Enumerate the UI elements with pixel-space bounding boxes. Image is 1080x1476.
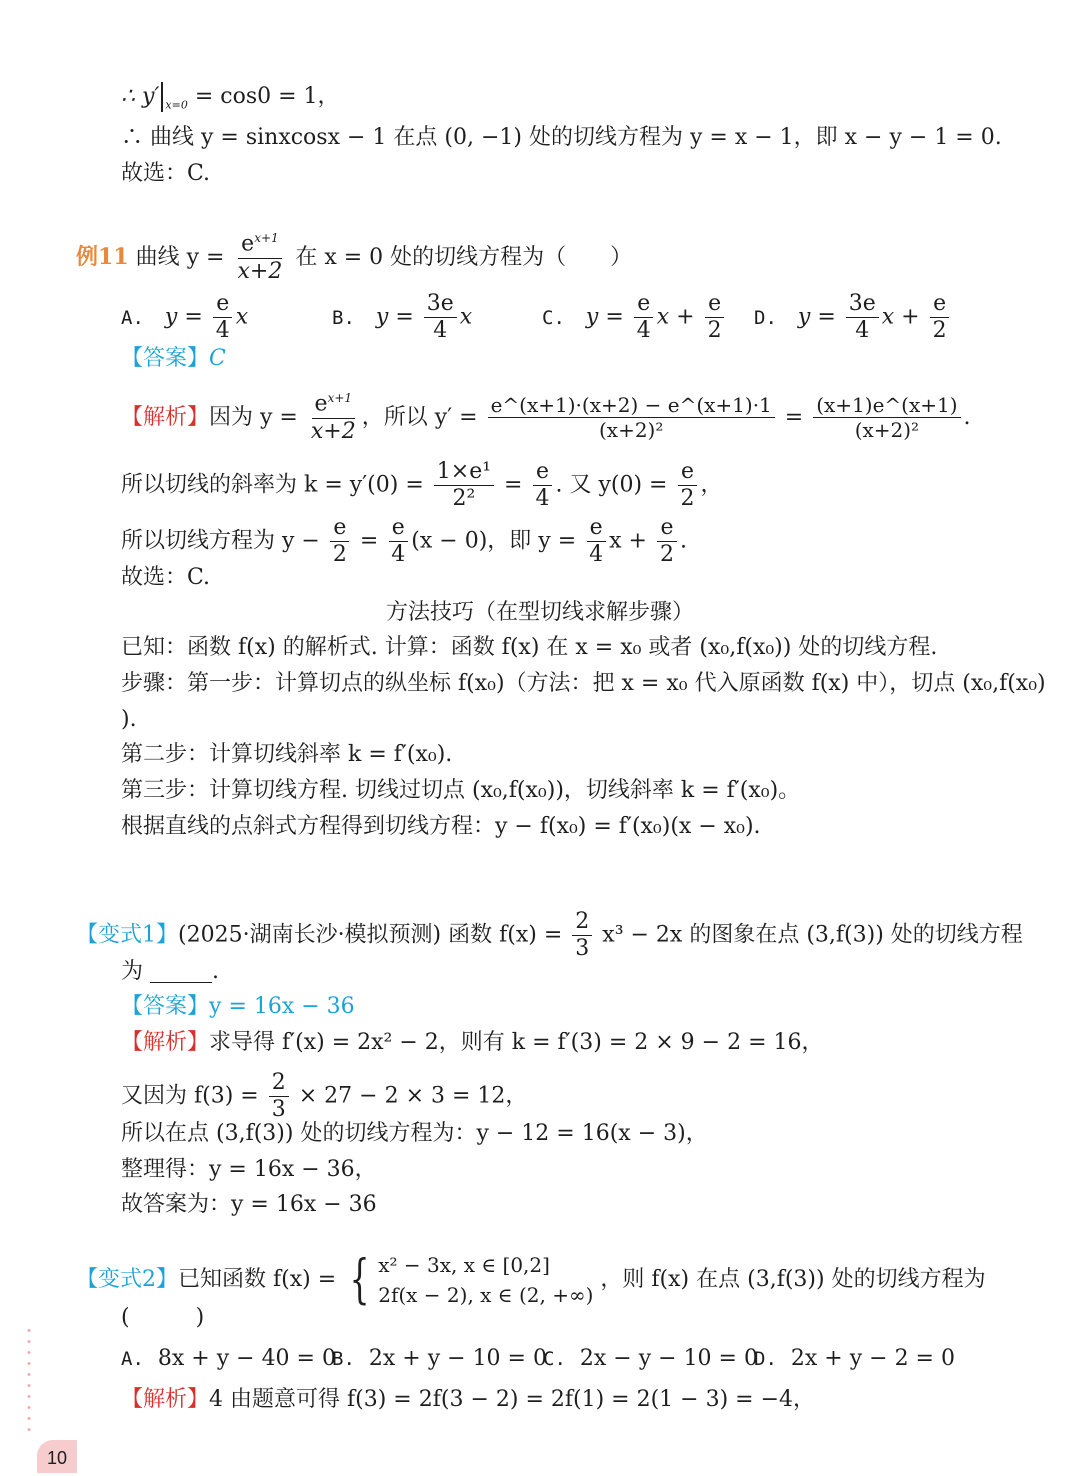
option-fraction [424,292,457,343]
variant2-option-c[interactable] [543,1344,758,1374]
example11-analysis-line1 [121,392,971,444]
answer-label: 【答案】 [121,346,210,371]
method-line-3: ). [121,707,137,732]
option-suffix: x [459,304,473,330]
frac-den: (x+2)² [854,418,920,443]
derivative-lhs: ∴ y′ [121,84,160,109]
frac-den: 2 [332,542,347,568]
analysis-text-2: × 27 − 2 × 3 = 12， [298,1083,528,1109]
option-text: 8x + y − 40 = 0 [157,1346,336,1371]
derivative-subscript: x=0 [165,98,188,112]
analysis-label: 【解析】 [121,1387,210,1412]
frac-num: 2 [572,910,592,936]
frac-den: 2 [680,486,695,512]
slope-text: 所以切线的斜率为 k = y′(0) = [121,472,424,498]
frac-den: 4 [391,542,406,568]
frac-num: e [241,231,255,257]
variant2-text-a: 已知函数 f(x) = [178,1267,337,1292]
variant1-text-a: (2025·湖南长沙·模拟预测) 函数 f(x) = [178,922,563,948]
analysis-label: 【解析】 [121,404,210,430]
option-letter: C. [543,1348,566,1370]
piecewise-case-1: x² − 3x, x ∈ [0,2] [378,1253,550,1277]
frac-num: 2 [269,1071,289,1097]
tangent-text-2: (x − 0)，即 y = [411,528,577,554]
variant2-question [76,1250,986,1310]
derivative-rhs: = cos0 = 1， [194,84,340,109]
option-letter: B. [332,306,355,329]
analysis-text: 又因为 f(3) = [121,1083,259,1109]
piecewise-function [343,1250,593,1310]
option-letter: C. [542,306,565,329]
tangent-eq: = [359,528,379,554]
tangent-text-3: x + [609,528,647,554]
option-suffix: x [235,304,249,330]
method-line-1: 已知：函数 f(x) 的解析式. 计算：函数 f(x) 在 x = x₀ 或者 (x₀,f(x₀)) 处的切线方程. [121,635,938,660]
page-number: 10 [37,1440,77,1473]
answer-value: C [209,346,226,371]
piecewise-case-2: 2f(x − 2), x ∈ (2, +∞) [378,1283,594,1307]
frac-num: e [314,391,328,417]
frac-den: 4 [589,542,604,568]
variant2-option-d[interactable] [754,1344,955,1374]
variant2-paren: ( ) [121,1305,205,1330]
option-fraction-2 [930,292,950,343]
option-fraction [213,292,233,343]
analysis-eq: = [784,404,804,430]
variant1-line2-b: . [212,959,220,984]
example11-slope-line [121,460,723,511]
variant1-analysis-line2 [121,1071,527,1122]
frac-num: (x+1)e^(x+1) [813,394,960,418]
method-line-4: 第二步：计算切线斜率 k = f′(x₀). [121,742,453,767]
analysis-text: ，所以 y′ = [361,404,478,430]
tangent-fraction-4 [657,516,677,567]
analysis-fraction-2 [488,394,775,441]
frac-num: e [213,292,232,318]
variant1-analysis-line3: 所以在点 (3,f(3)) 处的切线方程为：y − 12 = 16(x − 3)， [121,1121,708,1146]
piecewise-cases [378,1250,593,1310]
slope-fraction-3 [677,460,697,511]
frac-num: e [657,516,676,542]
example11-question [76,232,632,284]
analysis-fraction-1 [308,392,359,444]
option-suffix: x + [656,304,695,330]
method-line-5: 第三步：计算切线方程. 切线过切点 (x₀,f(x₀))，切线斜率 k = f′(x₀)。 [121,778,801,803]
slope-text-2: . 又 y(0) = [555,472,668,498]
tangent-text: 所以切线方程为 y − [121,528,320,554]
answer-blank[interactable] [150,962,212,983]
frac-den: x+2 [310,418,356,444]
tangent-fraction-1 [330,516,350,567]
frac-sup: x+1 [254,231,279,245]
frac-num: 3e [846,292,879,318]
frac-den: 2 [659,542,674,568]
frac-den: 4 [433,318,448,344]
example11-fraction [234,232,285,284]
frac-den: 3 [271,1097,286,1123]
method-title: 方法技巧（在型切线求解步骤） [385,600,694,625]
variant1-analysis-line4: 整理得：y = 16x − 36， [121,1157,377,1182]
analysis-end: . [963,404,971,430]
variant2-text-b: ，则 f(x) 在点 (3,f(3)) 处的切线方程为 [600,1267,986,1292]
frac-num: e [930,292,949,318]
example11-option-a[interactable] [121,292,248,343]
frac-num: e [587,516,606,542]
variant2-option-b[interactable] [332,1344,547,1374]
example11-tangent-line [121,516,687,567]
example11-option-b[interactable] [332,292,472,343]
frac-num: e [634,292,653,318]
option-letter: B. [332,1348,355,1370]
example11-text-after: 在 x = 0 处的切线方程为（ ） [295,244,633,270]
top-choose-line: 故选：C. [121,161,211,186]
analysis-text: 求导得 f′(x) = 2x² − 2，则有 k = f′(3) = 2 × 9 − 2 = 16， [209,1030,824,1055]
option-fraction [634,292,654,343]
frac-num: e [389,516,408,542]
option-text: 2x − y − 10 = 0 [579,1346,758,1371]
frac-num: 1×e¹ [434,460,494,486]
frac-den: 2 [707,318,722,344]
frac-num: 3e [424,292,457,318]
frac-num: e^(x+1)·(x+2) − e^(x+1)·1 [488,394,775,418]
variant2-analysis-line1 [121,1385,815,1415]
variant1-answer [121,992,355,1022]
frac-den: 2² [452,486,476,512]
option-letter: A. [121,306,144,329]
variant1-blank-line [121,957,219,987]
option-prefix: y = [585,304,624,330]
variant1-text-b: x³ − 2x 的图象在点 (3,f(3)) 处的切线方程 [602,922,1023,948]
variant2-label: 【变式2】 [76,1267,178,1292]
tangent-fraction-2 [388,516,408,567]
tangent-end: . [679,528,687,554]
option-prefix: y = [164,304,203,330]
frac-den: 4 [215,318,230,344]
top-tangent-line: ∴ 曲线 y = sinxcosx − 1 在点 (0, −1) 处的切线方程为 y = x − 1，即 x − y − 1 = 0. [121,125,1002,150]
frac-den: 4 [855,318,870,344]
example11-label: 例11 [76,243,129,270]
frac-num: e [678,460,697,486]
example11-option-d[interactable] [754,292,953,343]
variant1-line2-a: 为 [121,959,144,984]
analysis-text: 因为 y = [209,404,298,430]
option-letter: A. [121,1348,144,1370]
frac-num: e [330,516,349,542]
example11-text-before: 曲线 y = [135,244,225,270]
example11-choose: 故选：C. [121,565,211,590]
variant1-analysis-line5: 故答案为：y = 16x − 36 [121,1192,377,1217]
slope-fraction-1 [434,460,494,511]
method-line-6: 根据直线的点斜式方程得到切线方程：y − f(x₀) = f′(x₀)(x − x₀). [121,814,761,839]
variant1-fraction [572,910,592,961]
slope-end: ， [700,472,723,498]
option-text: 2x + y − 10 = 0 [368,1346,547,1371]
analysis-label: 【解析】 [121,1030,210,1055]
option-letter: D. [754,1348,777,1370]
option-text: 2x + y − 2 = 0 [790,1346,955,1371]
margin-dots [27,1325,31,1435]
variant2-option-a[interactable] [121,1344,336,1374]
frac-num: e [533,460,552,486]
option-prefix: y = [797,304,836,330]
frac-den: 2 [932,318,947,344]
tangent-fraction-3 [586,516,606,567]
frac-num: e [705,292,724,318]
frac-den: 4 [636,318,651,344]
analysis-text: 4 由题意可得 f(3) = 2f(3 − 2) = 2f(1) = 2(1 − 3) = −4， [209,1387,816,1412]
option-prefix: y = [375,304,414,330]
example11-option-c[interactable] [542,292,728,343]
answer-value: y = 16x − 36 [209,994,355,1019]
brace-icon: { [349,1250,370,1310]
frac-sup: x+1 [327,391,353,405]
analysis-fraction-3 [813,394,960,441]
variant1-question [76,910,1023,961]
variant1-analysis-line1 [121,1028,824,1058]
method-line-2: 步骤：第一步：计算切点的纵坐标 f(x₀)（方法：把 x = x₀ 代入原函数 f(x) 中），切点 (x₀,f(x₀) [121,671,1046,696]
option-fraction-2 [705,292,725,343]
answer-label: 【答案】 [121,994,210,1019]
slope-fraction-2 [532,460,552,511]
option-letter: D. [754,306,777,329]
option-suffix: x + [881,304,920,330]
variant1-label: 【变式1】 [76,922,178,948]
frac-den: 4 [535,486,550,512]
top-derivative-line [121,82,340,120]
frac-den: (x+2)² [598,418,664,443]
frac-den: x+2 [237,258,283,284]
analysis-fraction [269,1071,289,1122]
option-fraction [846,292,879,343]
slope-eq: = [504,472,523,498]
example11-answer [121,344,226,374]
frac-den: 3 [575,936,590,962]
